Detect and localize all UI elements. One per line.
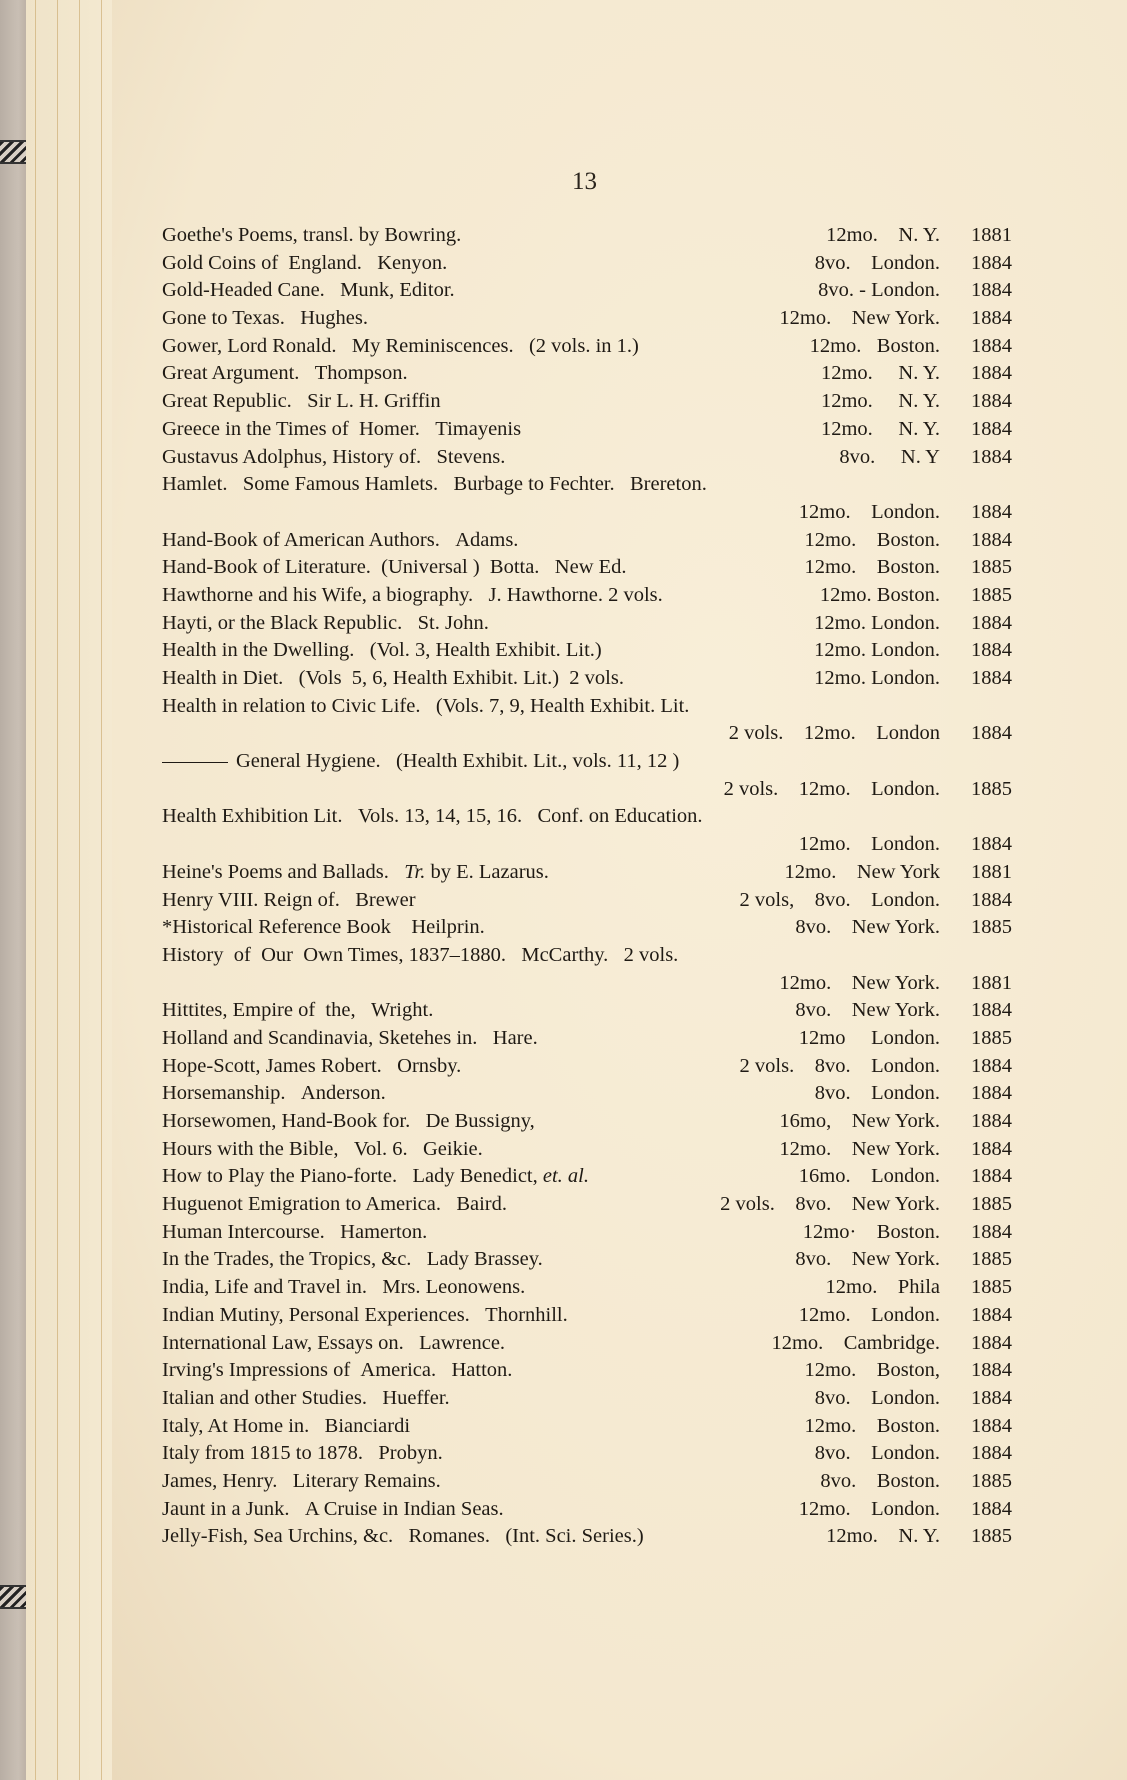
entry-title: [162, 1440, 443, 1468]
entry-format-place: 12mo. Boston.: [819, 583, 940, 606]
entry-year: 1884: [971, 417, 1012, 440]
catalog-entry: [162, 1136, 1012, 1164]
entry-year: 1881: [971, 860, 1012, 883]
entry-title-text: Health in the Dwelling. (Vol. 3, Health Exhibit. Lit.): [162, 639, 602, 662]
entry-title: [162, 471, 707, 499]
entry-title: [162, 610, 489, 638]
entry-title-text: Gold-Headed Cane. Munk, Editor.: [162, 279, 455, 302]
entry-year: 1885: [971, 916, 1012, 939]
catalog-entry: [162, 360, 1012, 388]
entry-format-place: 12mo. N. Y.: [820, 417, 940, 440]
entry-title: [162, 1025, 538, 1053]
catalog-entry: [162, 222, 1012, 250]
entry-publication: [720, 1191, 1012, 1219]
entry-title-text: Health in Diet. (Vols 5, 6, Health Exhibit. Lit.) 2 vols.: [162, 667, 624, 689]
entry-format-place: 12mo. London.: [798, 1303, 940, 1326]
entry-title-text: Henry VIII. Reign of. Brewer: [162, 888, 416, 911]
catalog-entry: [162, 1523, 1012, 1551]
entry-title-text: Gustavus Adolphus, History of. Stevens.: [162, 445, 506, 468]
entry-year: 1884: [971, 1359, 1012, 1382]
entry-title-text: Gold Coins of England. Kenyon.: [162, 251, 448, 274]
entry-year: 1885: [971, 1026, 1012, 1049]
entry-publication: [804, 1413, 1012, 1441]
catalog-entry: [162, 997, 1012, 1025]
entry-format-place: 2 vols. 8vo. New York.: [720, 1193, 940, 1216]
entry-year: 1884: [971, 1331, 1012, 1354]
entry-year: 1884: [971, 1386, 1012, 1409]
entry-title-text: Goethe's Poems, transl. by Bowring.: [162, 224, 462, 246]
catalog-entry: [162, 610, 1012, 638]
entry-title-text: Italian and other Studies. Hueffer.: [162, 1386, 450, 1409]
entry-title: [162, 859, 549, 887]
entry-title-text: Heine's Poems and Ballads. Tr. by E. Lazarus.: [162, 860, 549, 883]
entry-title: [162, 1053, 461, 1081]
entry-format-place: 12mo London.: [798, 1026, 940, 1049]
entry-title: [162, 305, 368, 333]
entry-title-text: Hamlet. Some Famous Hamlets. Burbage to Fechter. Brereton.: [162, 473, 707, 496]
entry-title: [162, 1302, 568, 1330]
catalog-entry: [162, 471, 1012, 499]
entry-format-place: 8vo. New York.: [795, 999, 940, 1022]
catalog-entry: [162, 277, 1012, 305]
catalog-entry: [162, 942, 1012, 970]
catalog-entry: [162, 831, 1012, 859]
entry-year: 1884: [971, 500, 1012, 523]
entry-publication: [779, 970, 1012, 998]
entry-publication: [815, 1440, 1012, 1468]
entry-publication: [814, 665, 1012, 693]
catalog-entry: [162, 1246, 1012, 1274]
entry-title-text: International Law, Essays on. Lawrence.: [162, 1331, 506, 1354]
entry-title: [162, 582, 663, 610]
entry-year: 1884: [971, 1303, 1012, 1326]
entry-year: 1881: [971, 224, 1012, 246]
entry-year: 1884: [971, 1137, 1012, 1160]
entry-publication: [779, 1136, 1012, 1164]
catalog-entry: [162, 914, 1012, 942]
catalog-entry: [162, 388, 1012, 416]
entry-title: [162, 1330, 505, 1358]
entry-format-place: 12mo. N. Y.: [826, 1525, 940, 1548]
entry-title-text: Hittites, Empire of the, Wright.: [162, 999, 434, 1022]
catalog-entry: [162, 1330, 1012, 1358]
entry-year: 1884: [971, 528, 1012, 551]
entry-format-place: 8vo. - London.: [818, 279, 940, 302]
entry-publication: [818, 277, 1012, 305]
entry-publication: [815, 1080, 1012, 1108]
entry-title-text: Irving's Impressions of America. Hatton.: [162, 1359, 513, 1382]
catalog-entry: [162, 1025, 1012, 1053]
entry-title: [162, 1496, 504, 1524]
catalog-entry: [162, 305, 1012, 333]
entry-publication: [799, 831, 1012, 859]
catalog-entry: [162, 776, 1012, 804]
entry-format-place: 12mo. London.: [814, 667, 940, 689]
entry-year: 1884: [971, 1442, 1012, 1465]
entry-year: 1884: [971, 888, 1012, 911]
entry-title: [162, 1246, 543, 1274]
entry-publication: [804, 1357, 1012, 1385]
entry-publication: [815, 250, 1012, 278]
catalog-entry: [162, 1163, 1012, 1191]
entry-title: [162, 333, 639, 361]
entry-publication: [779, 305, 1012, 333]
catalog-entry: [162, 637, 1012, 665]
entry-publication: [804, 527, 1012, 555]
catalog-entry: [162, 1302, 1012, 1330]
entry-publication: [826, 222, 1012, 250]
ditto-dash: [162, 762, 228, 763]
cover-stripe-band: [0, 1585, 26, 1609]
entry-title: [162, 416, 521, 444]
entry-format-place: 16mo, New York.: [779, 1110, 940, 1132]
entry-publication: [799, 1496, 1012, 1524]
entry-title-text: Gower, Lord Ronald. My Reminiscences. (2 vols. in 1.): [162, 334, 639, 357]
entry-title: [162, 1274, 525, 1302]
entry-format-place: 12mo. N. Y.: [820, 362, 940, 385]
entry-year: 1884: [971, 1220, 1012, 1243]
entry-publication: [803, 1219, 1012, 1247]
entry-title-text: Greece in the Times of Homer. Timayenis: [162, 417, 522, 440]
entry-title-text: Health Exhibition Lit. Vols. 13, 14, 15, 16. Conf. on Education.: [162, 805, 703, 828]
entry-year: 1884: [971, 1082, 1012, 1105]
entry-publication: [820, 1468, 1012, 1496]
entry-publication: [826, 1523, 1012, 1551]
entry-publication: [826, 1274, 1012, 1302]
catalog-entry: [162, 748, 1012, 776]
catalog-entry: [162, 1108, 1012, 1136]
entry-year: 1884: [971, 307, 1012, 330]
entry-format-place: 12mo. New York.: [779, 1137, 940, 1160]
entry-title: [162, 1357, 512, 1385]
entry-title-text: Horsemanship. Anderson.: [162, 1082, 386, 1105]
entry-year: 1881: [971, 971, 1012, 994]
entry-title-text: General Hygiene. (Health Exhibit. Lit., vols. 11, 12 ): [236, 750, 680, 773]
entry-title-text: Hand-Book of American Authors. Adams.: [162, 528, 519, 551]
catalog-entry: [162, 416, 1012, 444]
page-number: 13: [572, 168, 597, 195]
entry-publication: [779, 1108, 1012, 1136]
entry-format-place: 16mo. London.: [798, 1165, 940, 1188]
entry-format-place: 12mo. London.: [798, 500, 940, 523]
entry-title: [162, 1136, 483, 1164]
entry-title-text: Italy, At Home in. Bianciardi: [162, 1414, 411, 1437]
entry-publication: [795, 914, 1012, 942]
catalog-entry: [162, 1219, 1012, 1247]
catalog-entry: [162, 444, 1012, 472]
entry-format-place: 8vo. New York.: [795, 1248, 940, 1271]
entry-title: [162, 1191, 507, 1219]
entry-year: 1884: [971, 445, 1012, 468]
entry-title-text: Jaunt in a Junk. A Cruise in Indian Seas.: [162, 1497, 504, 1520]
entry-title-text: Jelly-Fish, Sea Urchins, &c. Romanes. (Int. Sci. Series.): [162, 1525, 644, 1548]
entry-publication: [814, 637, 1012, 665]
entry-publication: [799, 499, 1012, 527]
catalog-entry: [162, 720, 1012, 748]
entry-year: 1884: [971, 667, 1012, 689]
entry-title-text: Hope-Scott, James Robert. Ornsby.: [162, 1054, 462, 1077]
entry-publication: [810, 333, 1012, 361]
entry-publication: [821, 416, 1012, 444]
entry-format-place: 12mo. London.: [814, 611, 940, 634]
entry-publication: [839, 444, 1012, 472]
catalog-entry: [162, 803, 1012, 831]
entry-format-place: 12mo. Boston.: [809, 334, 940, 357]
entry-publication: [795, 1246, 1012, 1274]
entry-format-place: 12mo· Boston.: [802, 1220, 940, 1243]
entry-year: 1885: [971, 777, 1012, 800]
entry-title-text: Italy from 1815 to 1878. Probyn.: [162, 1442, 443, 1465]
entry-title-text: Health in relation to Civic Life. (Vols. 7, 9, Health Exhibit. Lit.: [162, 694, 690, 717]
entry-publication: [804, 554, 1012, 582]
entry-title: [162, 360, 408, 388]
entry-publication: [740, 887, 1012, 915]
book-cover-edge: [0, 0, 26, 1780]
entry-format-place: 2 vols. 12mo. London.: [723, 777, 940, 800]
entry-year: 1885: [971, 1469, 1012, 1492]
entry-title: [162, 444, 505, 472]
entry-format-place: 12mo. Boston.: [804, 556, 940, 579]
entry-title-text: Gone to Texas. Hughes.: [162, 307, 369, 330]
entry-title-text: Indian Mutiny, Personal Experiences. Thornhill.: [162, 1303, 568, 1326]
entry-publication: [771, 1330, 1012, 1358]
entry-format-place: 2 vols. 12mo. London: [728, 722, 940, 745]
entry-year: 1884: [971, 390, 1012, 413]
entry-publication: [799, 1302, 1012, 1330]
entry-format-place: 12mo. N. Y.: [826, 224, 940, 246]
entry-title: [162, 1523, 644, 1551]
entry-title-text: How to Play the Piano-forte. Lady Benedict, et. al.: [162, 1165, 589, 1188]
entry-format-place: 2 vols, 8vo. London.: [739, 888, 940, 911]
catalog-entry: [162, 1191, 1012, 1219]
entry-title: [162, 693, 689, 721]
entry-title: [162, 388, 441, 416]
entry-format-place: 12mo. Cambridge.: [771, 1331, 940, 1354]
entry-publication: [821, 388, 1012, 416]
cover-stripe-band: [0, 140, 26, 164]
entry-year: 1884: [971, 1054, 1012, 1077]
catalog-entry: [162, 582, 1012, 610]
entry-format-place: 8vo. London.: [814, 251, 940, 274]
entry-title-text: Hawthorne and his Wife, a biography. J. Hawthorne. 2 vols.: [162, 583, 663, 606]
entry-title: [162, 997, 433, 1025]
entry-format-place: 8vo. Boston.: [820, 1469, 940, 1492]
entry-format-place: 12mo. New York.: [779, 307, 940, 330]
catalog-entry: [162, 554, 1012, 582]
entry-year: 1885: [971, 1276, 1012, 1299]
entry-format-place: 12mo. New York.: [779, 971, 940, 994]
entry-title: [162, 1385, 450, 1413]
catalog-entry: [162, 665, 1012, 693]
entry-format-place: 2 vols. 8vo. London.: [739, 1054, 940, 1077]
entry-year: 1885: [971, 1193, 1012, 1216]
entry-title: [162, 665, 624, 693]
entry-publication: [729, 720, 1012, 748]
entry-title-text: Great Republic. Sir L. H. Griffin: [162, 390, 441, 413]
entry-title-text: *Historical Reference Book Heilprin.: [162, 916, 485, 939]
entry-title: [162, 914, 485, 942]
entry-title: [162, 1163, 589, 1191]
entry-year: 1884: [971, 1165, 1012, 1188]
entry-publication: [785, 859, 1012, 887]
catalog-entry: [162, 1468, 1012, 1496]
entry-year: 1884: [971, 999, 1012, 1022]
entry-title: [162, 887, 416, 915]
catalog-entry: [162, 970, 1012, 998]
catalog-entry: [162, 333, 1012, 361]
entry-publication: [815, 1385, 1012, 1413]
entry-format-place: 12mo. London.: [814, 639, 940, 662]
catalog-entry: [162, 1496, 1012, 1524]
entry-title: [162, 1080, 386, 1108]
entry-year: 1884: [971, 251, 1012, 274]
entry-publication: [795, 997, 1012, 1025]
entry-year: 1884: [971, 611, 1012, 634]
entry-title: [162, 942, 678, 970]
entry-format-place: 8vo. N. Y: [839, 445, 940, 468]
entry-year: 1884: [971, 1414, 1012, 1437]
entry-year: 1885: [971, 583, 1012, 606]
entry-format-place: 8vo. London.: [814, 1442, 940, 1465]
entry-year: 1884: [971, 639, 1012, 662]
catalog-list: [162, 222, 1012, 1551]
catalog-entry: [162, 1440, 1012, 1468]
entry-title-text: Great Argument. Thompson.: [162, 362, 408, 385]
entry-publication: [724, 776, 1012, 804]
entry-format-place: 12mo. N. Y.: [820, 390, 940, 413]
entry-title-text: History of Our Own Times, 1837–1880. McCarthy. 2 vols.: [162, 943, 679, 966]
entry-format-place: 8vo. New York.: [795, 916, 940, 939]
catalog-entry: [162, 1053, 1012, 1081]
entry-title: [162, 222, 461, 250]
entry-year: 1884: [971, 1497, 1012, 1520]
entry-title: [162, 637, 602, 665]
entry-year: 1884: [971, 279, 1012, 302]
entry-publication: [799, 1163, 1012, 1191]
entry-format-place: 8vo. London.: [814, 1082, 940, 1105]
entry-format-place: 12mo. Boston.: [804, 528, 940, 551]
catalog-entry: [162, 1413, 1012, 1441]
entry-format-place: 12mo. Boston,: [804, 1359, 940, 1382]
entry-publication: [821, 360, 1012, 388]
entry-publication: [799, 1025, 1012, 1053]
entry-title: [162, 250, 447, 278]
catalog-entry: [162, 1385, 1012, 1413]
entry-title: [162, 277, 455, 305]
catalog-entry: [162, 693, 1012, 721]
entry-year: 1884: [971, 722, 1012, 745]
entry-publication: [814, 610, 1012, 638]
catalog-entry: [162, 1274, 1012, 1302]
catalog-entry: [162, 527, 1012, 555]
entry-title: [162, 554, 627, 582]
entry-year: 1884: [971, 362, 1012, 385]
catalog-entry: [162, 887, 1012, 915]
entry-year: 1884: [971, 1110, 1012, 1132]
catalog-entry: [162, 1080, 1012, 1108]
entry-title-text: James, Henry. Literary Remains.: [162, 1469, 441, 1492]
catalog-entry: [162, 250, 1012, 278]
entry-title: [162, 803, 703, 831]
entry-year: 1884: [971, 334, 1012, 357]
catalog-entry: [162, 859, 1012, 887]
page-edges: [26, 0, 112, 1780]
entry-title: [162, 748, 679, 776]
catalog-entry: [162, 499, 1012, 527]
entry-title-text: Huguenot Emigration to America. Baird.: [162, 1193, 508, 1216]
entry-title-text: Horsewomen, Hand-Book for. De Bussigny,: [162, 1110, 535, 1132]
entry-title: [162, 527, 518, 555]
entry-year: 1885: [971, 1248, 1012, 1271]
entry-title-text: Human Intercourse. Hamerton.: [162, 1220, 428, 1243]
entry-publication: [820, 582, 1012, 610]
entry-format-place: 12mo. London.: [798, 833, 940, 856]
entry-title: [162, 1468, 441, 1496]
entry-title-text: India, Life and Travel in. Mrs. Leonowens.: [162, 1276, 526, 1299]
entry-format-place: 12mo. Phila: [825, 1276, 940, 1299]
entry-title: [162, 1108, 535, 1136]
entry-publication: [740, 1053, 1012, 1081]
entry-format-place: 12mo. London.: [798, 1497, 940, 1520]
entry-title-text: Holland and Scandinavia, Sketehes in. Hare.: [162, 1026, 538, 1049]
entry-year: 1885: [971, 1525, 1012, 1548]
entry-format-place: 8vo. London.: [814, 1386, 940, 1409]
entry-title: [162, 1413, 410, 1441]
entry-title-text: In the Trades, the Tropics, &c. Lady Brassey.: [162, 1248, 543, 1271]
entry-year: 1884: [971, 833, 1012, 856]
entry-year: 1885: [971, 556, 1012, 579]
entry-title-text: Hours with the Bible, Vol. 6. Geikie.: [162, 1137, 483, 1160]
entry-format-place: 12mo. New York: [784, 860, 940, 883]
entry-title-text: Hayti, or the Black Republic. St. John.: [162, 611, 489, 634]
entry-title: [162, 1219, 427, 1247]
catalog-entry: [162, 1357, 1012, 1385]
entry-title-text: Hand-Book of Literature. (Universal ) Botta. New Ed.: [162, 556, 627, 579]
entry-format-place: 12mo. Boston.: [804, 1414, 940, 1437]
